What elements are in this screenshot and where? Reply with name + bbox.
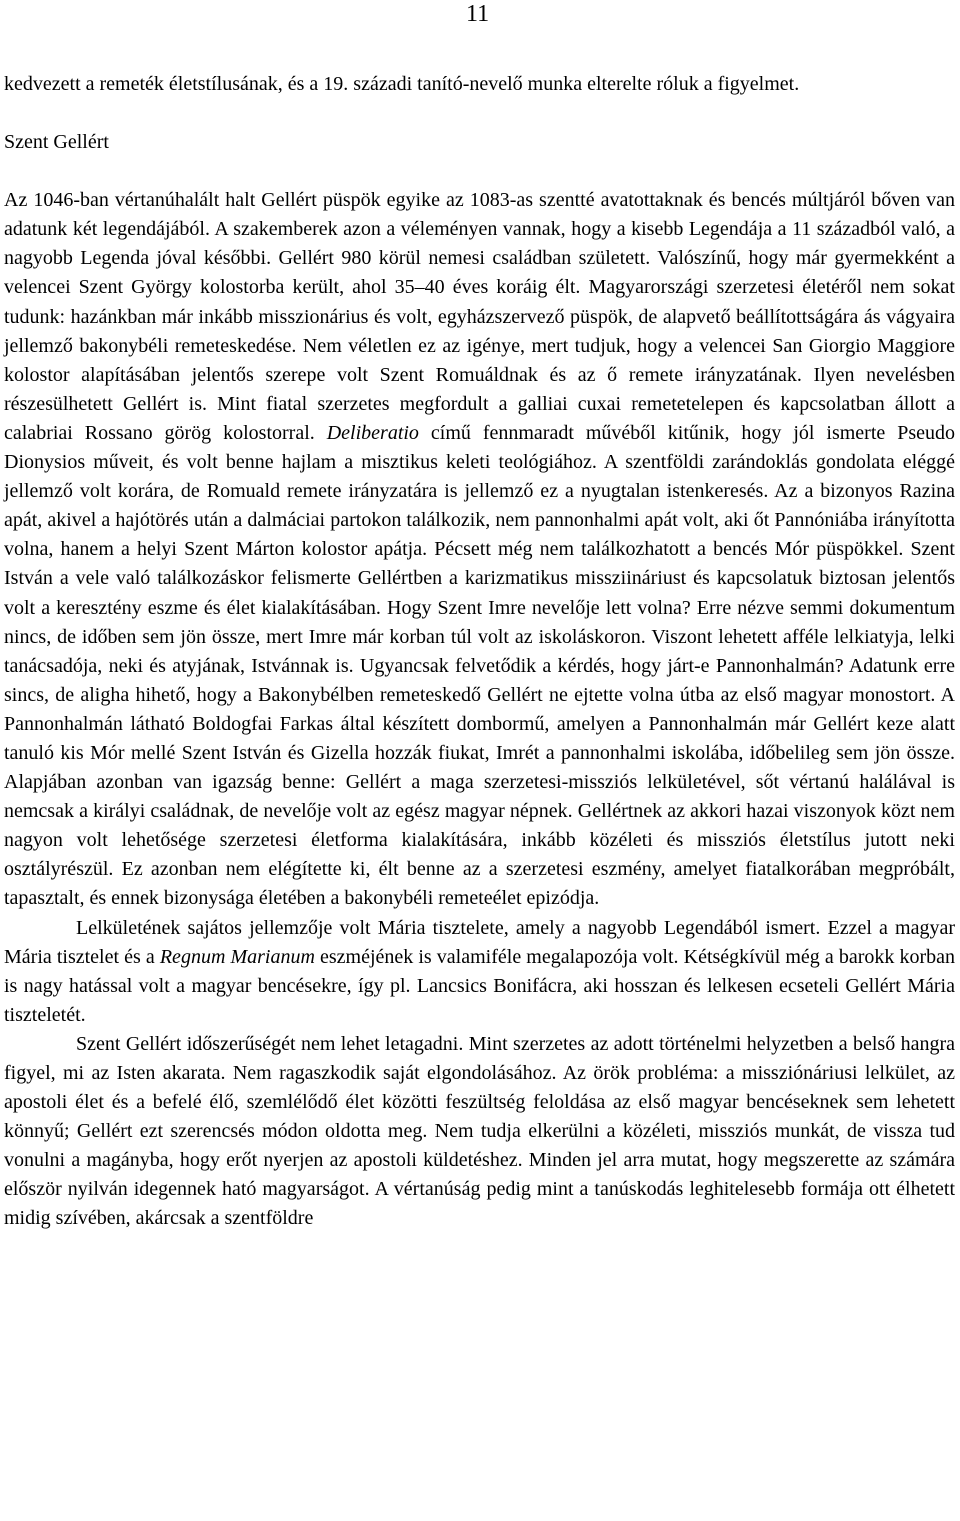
paragraph-maria [4,914,955,1030]
section-heading: Szent Gellért [4,131,109,154]
paragraph-text: Az 1046-ban vértanúhalált halt Gellért püspök egyike az 1083-as szentté avatottaknak és bencés múltjáról bőven van adatunk két legendájából. A szakemberek azon a véleményen vannak, hogy a kisebb Legendája a 11 századból való, a nagyobb Legenda jóval későbbi. Gellért 980 körül nemesi családban született. Valószínű, hogy már gyermekként a velencei Szent György kolostorba került, ahol 35–40 éves koráig élt. Magyarországi szerzetesi életéről nem sokat tudunk: hazánkban már inkább misszionárius és volt, egyházszervező püspök, de alapvető beállítottságára ás vágyaira jellemző bakonybéli remeteskedése. Nem véletlen ez az igénye, mert tudjuk, hogy a velencei San Giorgio Maggiore kolostor alapításában jelentős szerepe volt Szent Romuáldnak és az ő remete irányzatának. Ilyen nevelésben részesülhetett Gellért is. Mint fiatal szerzetes megfordult a galliai cuxai remetetelepen és kapcsolatban állott a calabriai Rossano görög kolostorral. [4,189,955,444]
spacer [4,99,955,128]
paragraph-text: című fennmaradt művéből kitűnik, hogy jól ismerte Pseudo Dionysios műveit, és volt benne hajlam a misztikus keleti teológiához. A szentföldi zarándoklás gondolata eléggé jellemző volt korára, de Romuald remete irányzatára is jellemző ez a nyugtalan istenkeresés. Az a bizonyos Razina apát, akivel a hajótörés után a dalmáciai partokon találkozik, nem pannonhalmi apát volt, aki őt Pannóniába irányította volna, hanem a helyi Szent Márton kolostor apátja. Pécsett még nem találkozhatott a bencés Mór püspökkel. Szent István a vele való találkozáskor felismerte Gellértben a karizmatikus missziináriust és kapcsolatuk biztosan jelentős volt a keresztény eszme és élet kialakításában. Hogy Szent Imre nevelője lett volna? Erre nézve semmi dokumentum nincs, de időben sem jön össze, mert Imre már korban túl volt az iskoláskoron. Viszont lehetett afféle lelkiatyja, lelki tanácsadója, neki és atyjának, Istvánnak is. Ugyancsak felvetődik a kérdés, hogy járt-e Pannonhalmán? Adatunk erre sincs, de aligha hihető, hogy a Bakonybélben remeteskedő Gellért ne ejtette volna útba az első magyar monostort. A Pannonhalmán látható Boldogfai Farkas által készített dombormű, amelyen a Pannonhalmán már Gellért keze alatt tanuló kis Mór mellé Szent István és Gizella hozzák fiukat, Imrét a pannonhalmi iskolába, időbelileg sem jön össze. Alapjában azonban van igazság benne: Gellért a maga szerzetesi-missziós lelkületével, sőt vértanú halálával is nemcsak a királyi családnak, de nevelője volt az egész magyar népnek. Gellértnek az akkori hazai viszonyok közt nem nagyon volt lehetősége szerzetesi életforma kialakítására, inkább közéleti és missziós életstílus jutott neki osztályrészül. Ez azonban nem elégítette ki, élt benne az a szerzetesi eszmény, amelyet fiatalkorában megpróbált, tapasztalt, és ennek bizonysága életében a bakonybéli remeteélet epizódja. [4,421,955,910]
paragraph-gellert-life [4,186,955,913]
italic-title-regnum-marianum: Regnum Marianum [159,945,315,968]
intro-paragraph: kedvezett a remeték életstílusának, és a 19. századi tanító-nevelő munka elterelte róluk a figyelmet. [4,73,800,95]
italic-title-deliberatio: Deliberatio [326,421,419,444]
paragraph-timeliness: Szent Gellért időszerűségét nem lehet letagadni. Mint szerzetes az adott történelmi helyzetben a belső hangra figyel, mi az Isten akarata. Nem ragaszkodik saját elgondolásához. Az örök probléma: a missziónáriusi lelkület, az apostoli élet és a befelé élő, szemlélődő élet közötti feszültség feloldása az első magyar bencéseknek sem lehetett könnyű; Gellért ezt szerencsés módon oldotta meg. Nem tudja elkerülni a közéleti, missziós munkát, de vissza tud vonulni a magányba, hogy erőt nyerjen az apostoli küldetéshez. Minden jel arra mutat, hogy megszerette az számára először nyilván idegennek ható magyarságot. A vértanúság pedig mint a tanúskodás leghitelesebb formája ott élhetett midig szívében, akárcsak a szentföldre [4,1032,955,1230]
spacer [4,157,955,186]
paragraph-text: eszméjének is valamiféle megalapozója volt. Kétségkívül még a barokk korban is nagy hatással volt a magyar bencésekre, így pl. Lancsics Bonifácra, aki hosszan és lelkesen ecseteli Gellért Mária tiszteletét. [4,945,956,1026]
document-body [4,70,955,1234]
paragraph-text: Lelkületének sajátos jellemzője volt Mária tisztelete, amely a nagyobb Legendából ismert. Ezzel a magyar Mária tisztelet és a [4,916,955,968]
page-number: 11 [466,1,490,27]
